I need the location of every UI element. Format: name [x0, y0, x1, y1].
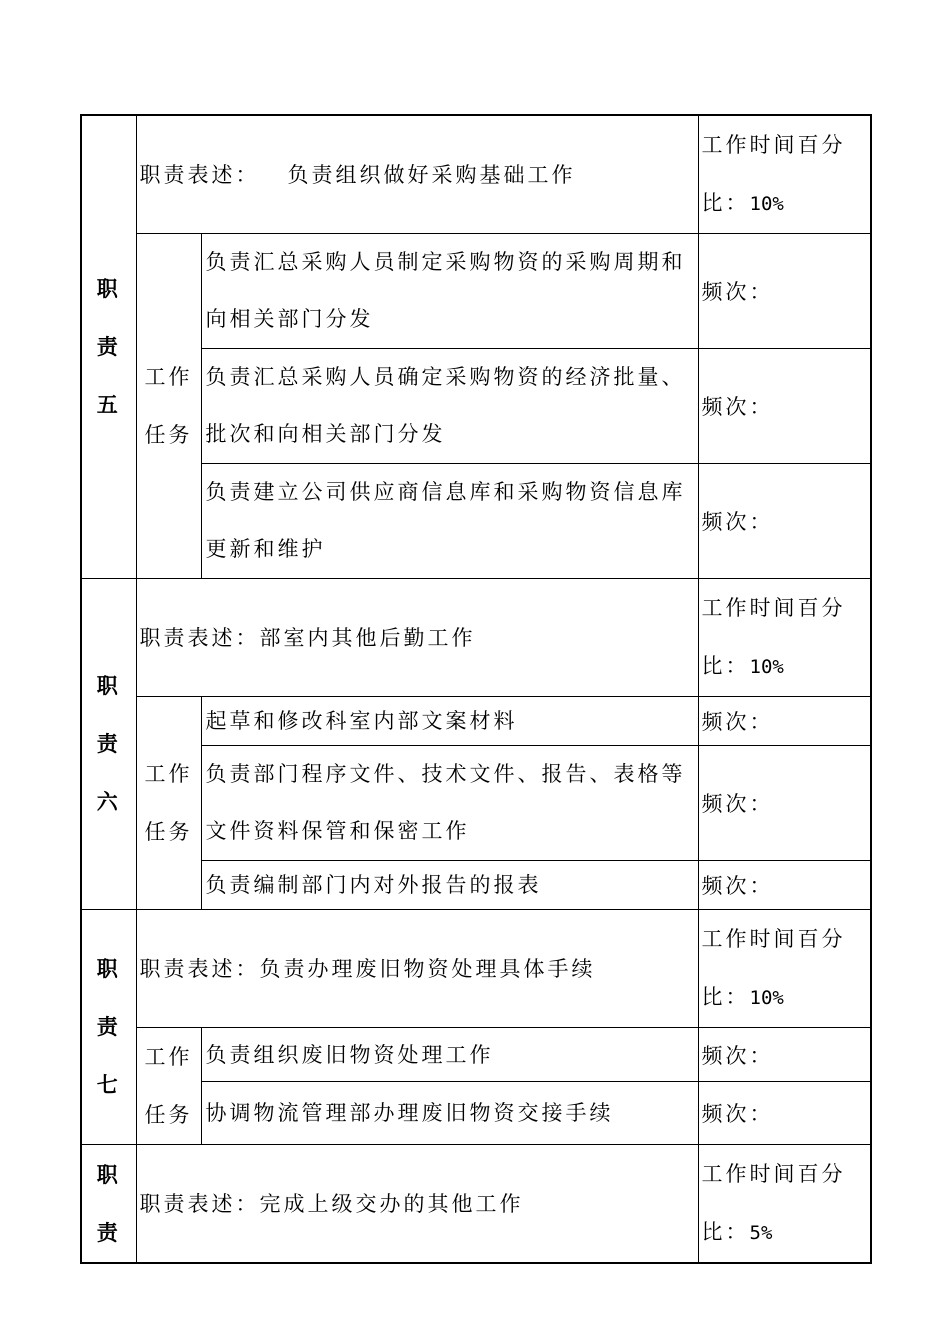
section-7-title: 职 责 七 — [81, 910, 136, 1145]
section-8-time-percent: 工作时间百分 比：5% — [698, 1145, 871, 1264]
section-5-task-1-freq: 频次： — [698, 234, 871, 349]
section-7-task-row — [81, 1028, 871, 1082]
section-6-task-1-freq: 频次： — [698, 697, 871, 746]
section-8-title: 职 责 — [81, 1145, 136, 1264]
section-7-task-1-freq: 频次： — [698, 1028, 871, 1082]
section-6-task-1: 起草和修改科室内部文案材料 — [201, 697, 698, 746]
section-6-summary-row — [81, 579, 871, 697]
section-5-task-row — [81, 234, 871, 349]
section-7-task-2-freq: 频次： — [698, 1082, 871, 1145]
section-6-task-3: 负责编制部门内对外报告的报表 — [201, 861, 698, 910]
section-7-task-label: 工作 任务 — [136, 1028, 201, 1145]
section-5-summary: 职责表述： 负责组织做好采购基础工作 — [136, 115, 698, 234]
section-5-task-2: 负责汇总采购人员确定采购物资的经济批量、批次和向相关部门分发 — [201, 349, 698, 464]
section-5-task-label: 工作 任务 — [136, 234, 201, 579]
section-6-summary: 职责表述：部室内其他后勤工作 — [136, 579, 698, 697]
section-5-title: 职 责 五 — [81, 115, 136, 579]
section-5-time-percent: 工作时间百分 比：10% — [698, 115, 871, 234]
section-7-summary-row — [81, 910, 871, 1028]
section-5-task-3-freq: 频次： — [698, 464, 871, 579]
section-7-task-1: 负责组织废旧物资处理工作 — [201, 1028, 698, 1082]
section-5-task-2-freq: 频次： — [698, 349, 871, 464]
section-7-time-percent: 工作时间百分 比：10% — [698, 910, 871, 1028]
section-5-summary-row — [81, 115, 871, 234]
section-7-task-2: 协调物流管理部办理废旧物资交接手续 — [201, 1082, 698, 1145]
section-6-task-3-freq: 频次： — [698, 861, 871, 910]
section-6-task-label: 工作 任务 — [136, 697, 201, 910]
section-8-summary-row — [81, 1145, 871, 1264]
section-6-title: 职 责 六 — [81, 579, 136, 910]
section-6-task-row — [81, 697, 871, 746]
section-5-task-1: 负责汇总采购人员制定采购物资的采购周期和向相关部门分发 — [201, 234, 698, 349]
section-6-task-2: 负责部门程序文件、技术文件、报告、表格等文件资料保管和保密工作 — [201, 746, 698, 861]
section-5-task-3: 负责建立公司供应商信息库和采购物资信息库更新和维护 — [201, 464, 698, 579]
section-6-task-2-freq: 频次： — [698, 746, 871, 861]
section-6-time-percent: 工作时间百分 比：10% — [698, 579, 871, 697]
duty-table — [80, 114, 872, 1264]
section-7-summary: 职责表述：负责办理废旧物资处理具体手续 — [136, 910, 698, 1028]
section-8-summary: 职责表述：完成上级交办的其他工作 — [136, 1145, 698, 1264]
